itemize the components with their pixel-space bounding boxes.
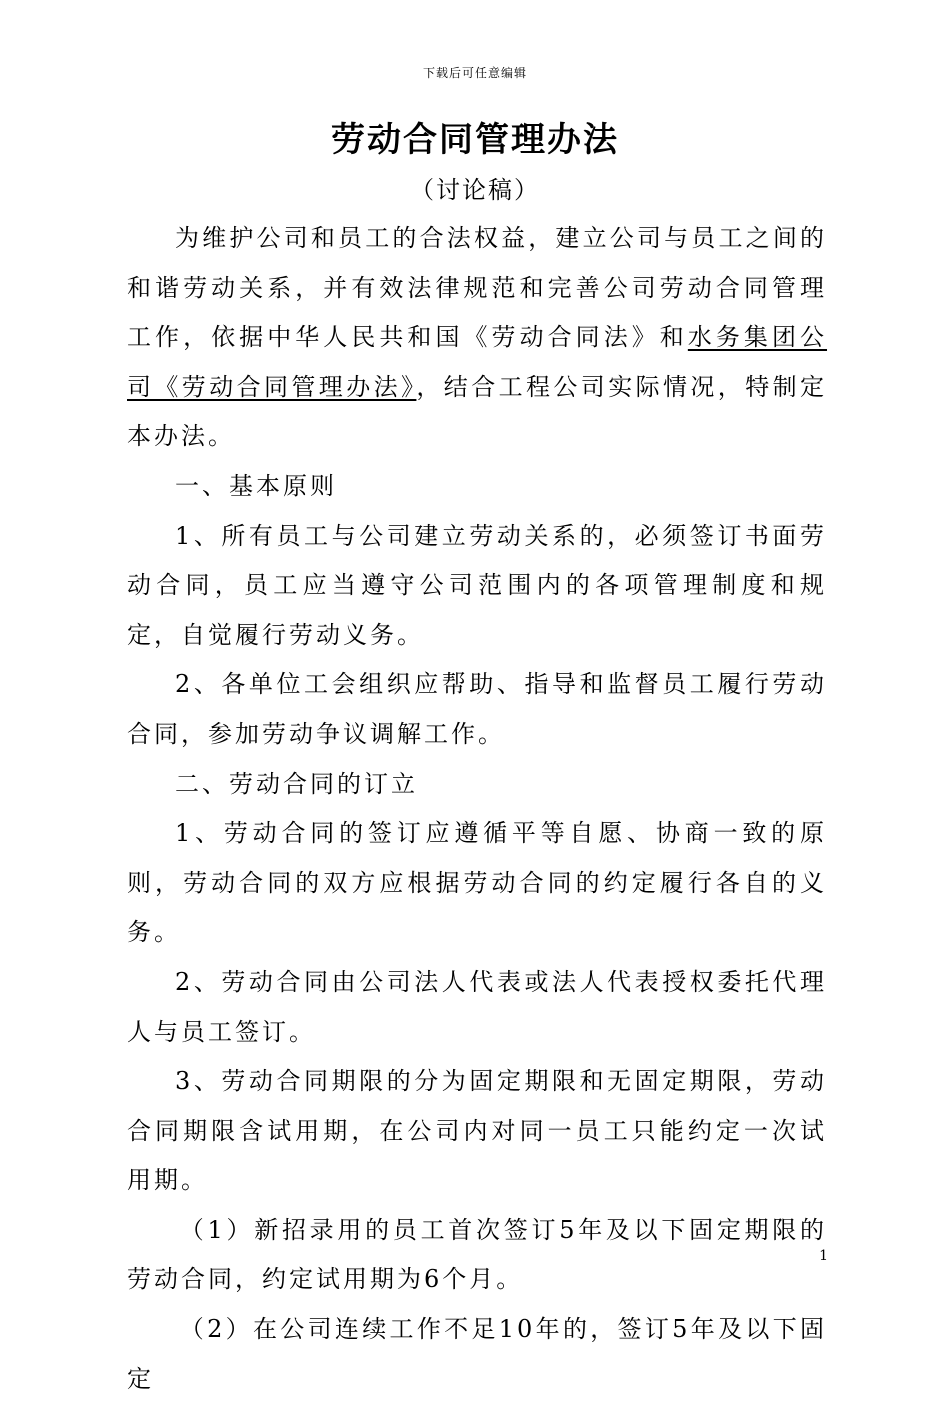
section2-subitem-2: （2）在公司连续工作不足10年的，签订5年及以下固定: [127, 1315, 827, 1393]
section2-item-3: 3、劳动合同期限的分为固定期限和无固定期限，劳动合同期限含试用期，在公司内对同一员工只能约定一次试用期。: [127, 1067, 827, 1195]
intro-paragraph: [127, 214, 827, 462]
section2-heading: 二、劳动合同的订立: [175, 769, 418, 798]
section1-item-2: 2、各单位工会组织应帮助、指导和监督员工履行劳动合同，参加劳动争议调解工作。: [127, 670, 827, 748]
document-subtitle: （讨论稿）: [410, 176, 540, 204]
section1-heading: 一、基本原则: [175, 471, 337, 500]
document-title: 劳动合同管理办法: [331, 120, 619, 160]
section2-subitem-1: （1）新招录用的员工首次签订5年及以下固定期限的劳动合同，约定试用期为6个月。: [127, 1215, 827, 1294]
section2-item-2: 2、劳动合同由公司法人代表或法人代表授权委托代理人与员工签订。: [127, 967, 827, 1046]
section2-item-1: 1、劳动合同的签订应遵循平等自愿、协商一致的原则，劳动合同的双方应根据劳动合同的约定履行各自的义务。: [127, 819, 827, 947]
intro-underlined-reference: 水务集团公司《劳动合同管理办法》: [127, 323, 828, 401]
header-note: 下载后可任意编辑: [422, 66, 527, 80]
section1-item-1: 1、所有员工与公司建立劳动关系的，必须签订书面劳动合同，员工应当遵守公司范围内的各项管理制度和规定，自觉履行劳动义务。: [127, 521, 827, 649]
document-body: [127, 214, 827, 1404]
intro-text-part2: ，结合工程公司实际情况，特制定本办法。: [127, 372, 828, 451]
intro-text-part1: 为维护公司和员工的合法权益，建立公司与员工之间的和谐劳动关系，并有效法律规范和完善公司劳动合同管理工作，依据中华人民共和国《劳动合同法》和: [127, 224, 827, 352]
page-number: 1: [819, 1248, 828, 1264]
